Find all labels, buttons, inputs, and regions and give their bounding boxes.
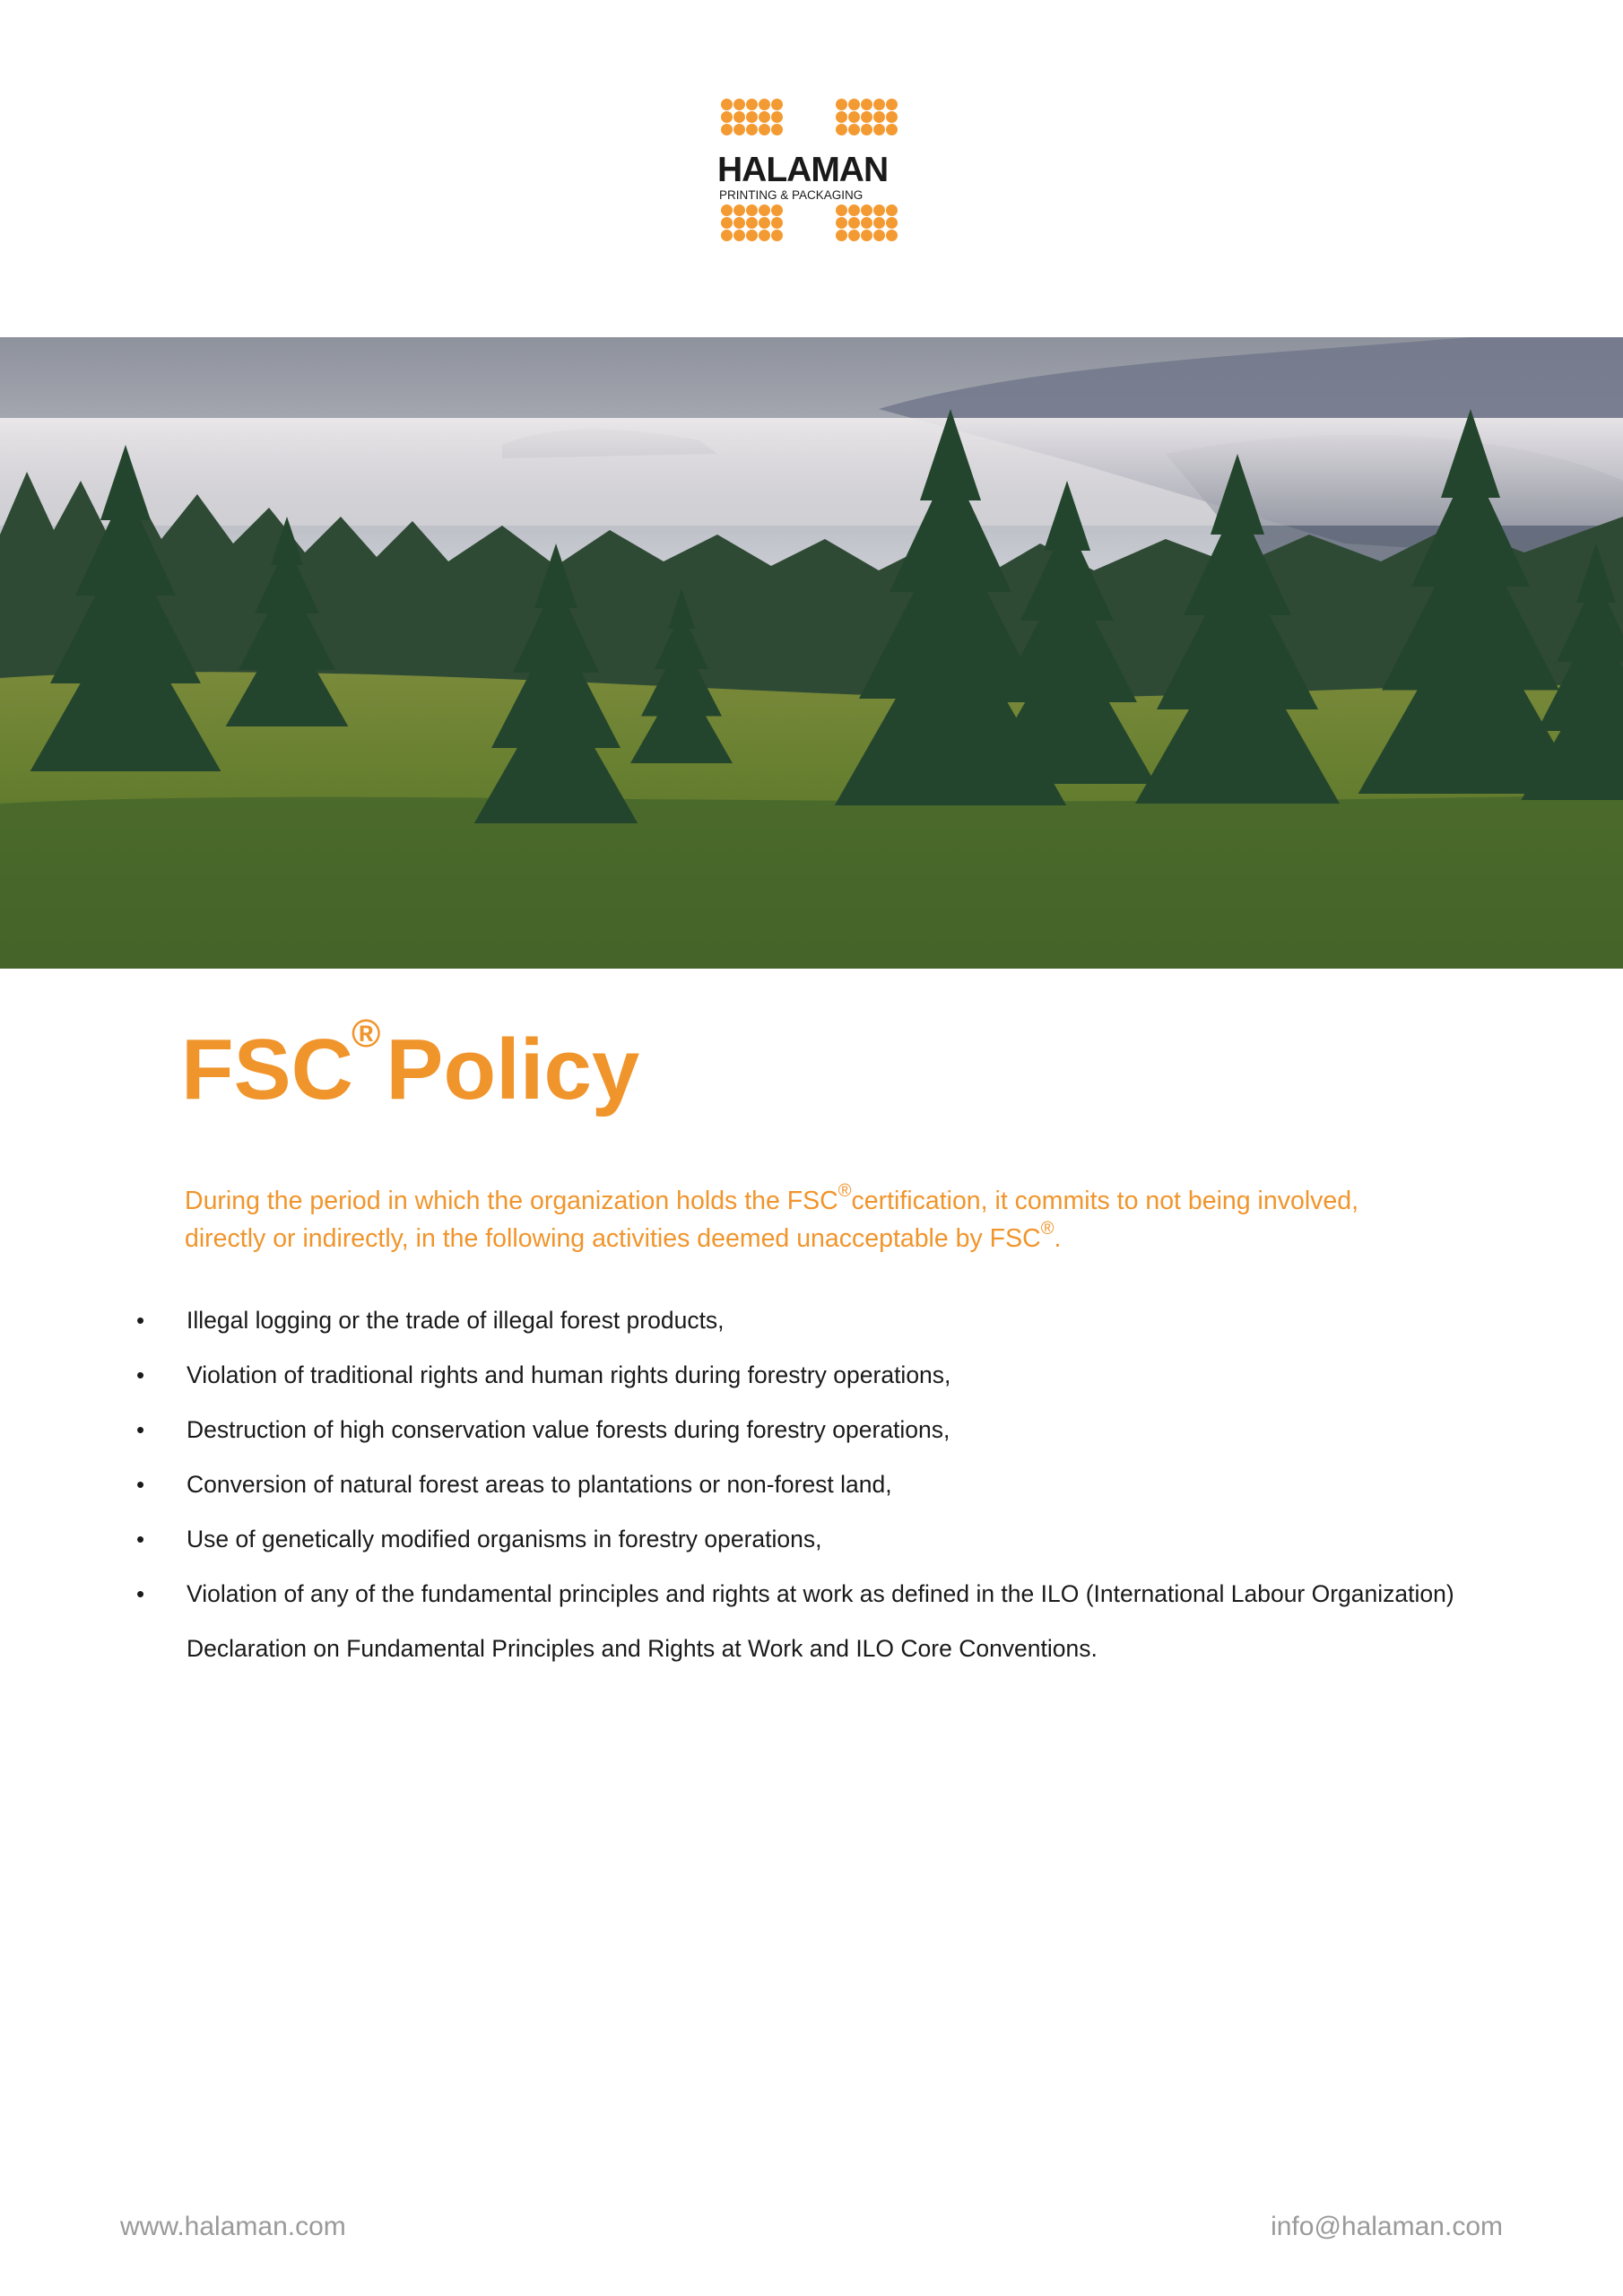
registered-mark-title: ® (352, 1012, 381, 1056)
forest-landscape-image (0, 337, 1623, 969)
logo-dots-bottom-left (721, 204, 783, 241)
intro-text-1: During the period in which the organization holds the FSC (185, 1187, 838, 1215)
footer-email-link[interactable]: info@halaman.com (1271, 2212, 1503, 2241)
logo-wordmark: HALAMAN (717, 151, 889, 189)
footer-website-link[interactable]: www.halaman.com (120, 2212, 346, 2241)
logo-dots-top-right (836, 99, 898, 135)
intro-text-2: certification, it commits to not being involved, (851, 1187, 1359, 1215)
unacceptable-activities-list (133, 1293, 1514, 1676)
logo-dots-top-left (721, 99, 783, 135)
logo-dots-bottom-right (836, 204, 898, 241)
halaman-logo (717, 99, 906, 260)
page-title (181, 1012, 640, 1135)
list-item: • Violation of any of the fundamental principles and rights at work as defined in the ILO (International Labour Organization) Declaration on Fundamental Principles and Rights at Work and ILO Core Conventions. (133, 1567, 1478, 1676)
title-fsc: FSC (181, 1022, 353, 1118)
list-item: • Use of genetically modified organisms in forestry operations, (133, 1512, 1514, 1567)
logo-tagline: PRINTING & PACKAGING (719, 188, 864, 202)
title-policy: Policy (386, 1022, 640, 1118)
list-item: • Destruction of high conservation value forests during forestry operations, (133, 1403, 1514, 1457)
registered-mark: ® (1040, 1218, 1055, 1239)
intro-text-3: directly or indirectly, in the following activities deemed unacceptable by FSC (185, 1224, 1041, 1253)
registered-mark: ® (838, 1180, 852, 1201)
intro-text-4: . (1054, 1224, 1062, 1253)
list-item: • Illegal logging or the trade of illegal forest products, (133, 1293, 1514, 1348)
list-item: • Violation of traditional rights and human rights during forestry operations, (133, 1348, 1514, 1403)
list-item: • Conversion of natural forest areas to plantations or non-forest land, (133, 1457, 1514, 1512)
intro-paragraph (185, 1182, 1476, 1257)
